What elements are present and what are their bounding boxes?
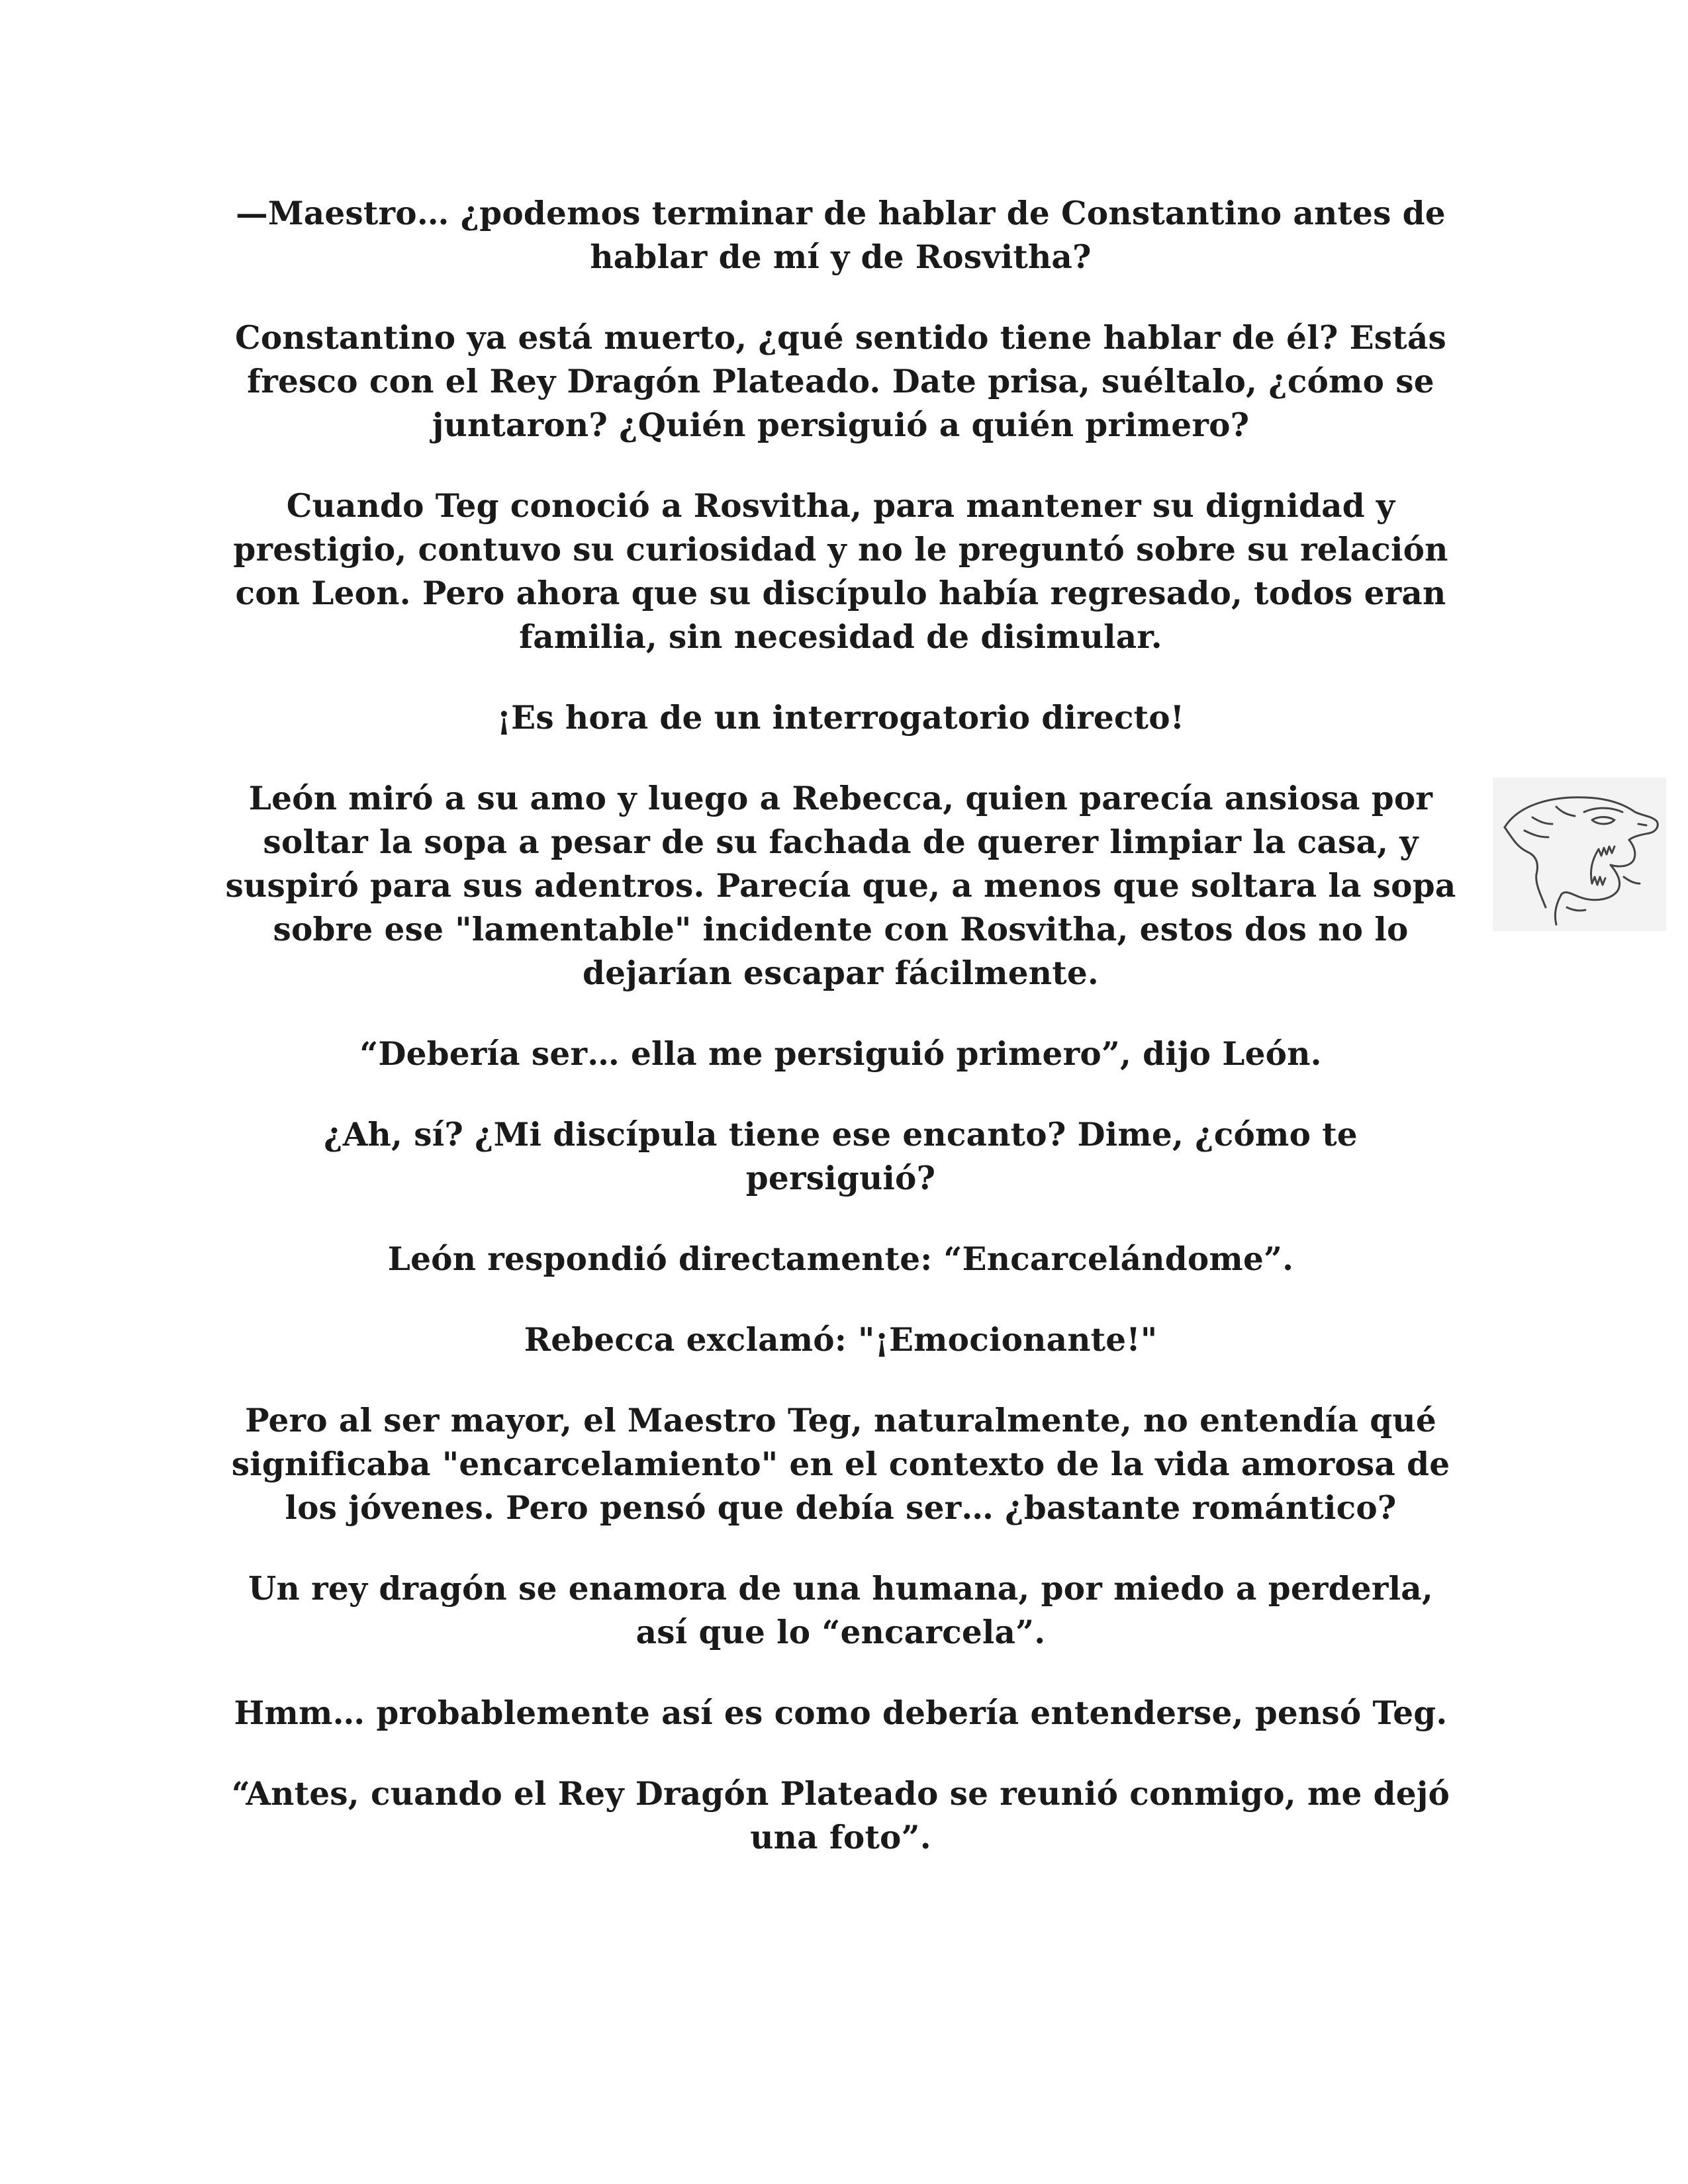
paragraph-1: —Maestro… ¿podemos terminar de hablar de Constantino antes de hablar de mí y de Rosvitha? xyxy=(236,195,1446,276)
dragon-head-icon xyxy=(1493,778,1666,931)
text-body xyxy=(225,192,1456,1897)
paragraph-5: León miró a su amo y luego a Rebecca, quien parecía ansiosa por soltar la sopa a pesar de su fachada de querer limpiar la casa, y suspiró para sus adentros. Parecía que, a menos que soltara la sopa sobre ese "lamentable" incidente con Rosvitha, estos dos no lo dejarían escapar fácilmente. xyxy=(225,780,1456,992)
paragraph-3: Cuando Teg conoció a Rosvitha, para mantener su dignidad y prestigio, contuvo su curiosidad y no le preguntó sobre su relación con Leon. Pero ahora que su discípulo había regresado, todos eran familia, sin necesidad de disimular. xyxy=(233,487,1448,656)
paragraph-11: Un rey dragón se enamora de una humana, por miedo a perderla, así que lo “encarcela”. xyxy=(248,1570,1433,1651)
paragraph-12: Hmm… probablemente así es como debería entenderse, pensó Teg. xyxy=(234,1694,1448,1732)
paragraph-9: Rebecca exclamó: "¡Emocionante!" xyxy=(524,1321,1158,1359)
paragraph-8: León respondió directamente: “Encarcelándome”. xyxy=(387,1240,1294,1278)
paragraph-6: “Debería ser… ella me persiguió primero”, dijo León. xyxy=(359,1035,1322,1073)
paragraph-10: Pero al ser mayor, el Maestro Teg, naturalmente, no entendía qué significaba "encarcelamiento" en el contexto de la vida amorosa de los jóvenes. Pero pensó que debía ser… ¿bastante romántico? xyxy=(231,1402,1450,1527)
paragraph-4: ¡Es hora de un interrogatorio directo! xyxy=(496,699,1185,737)
paragraph-13: “Antes, cuando el Rey Dragón Plateado se reunió conmigo, me dejó una foto”. xyxy=(231,1775,1450,1856)
paragraph-7: ¿Ah, sí? ¿Mi discípula tiene ese encanto? Dime, ¿cómo te persiguió? xyxy=(324,1116,1358,1197)
paragraph-2: Constantino ya está muerto, ¿qué sentido tiene hablar de él? Estás fresco con el Rey Dragón Plateado. Date prisa, suéltalo, ¿cómo se juntaron? ¿Quién persiguió a quién primero? xyxy=(235,319,1446,444)
